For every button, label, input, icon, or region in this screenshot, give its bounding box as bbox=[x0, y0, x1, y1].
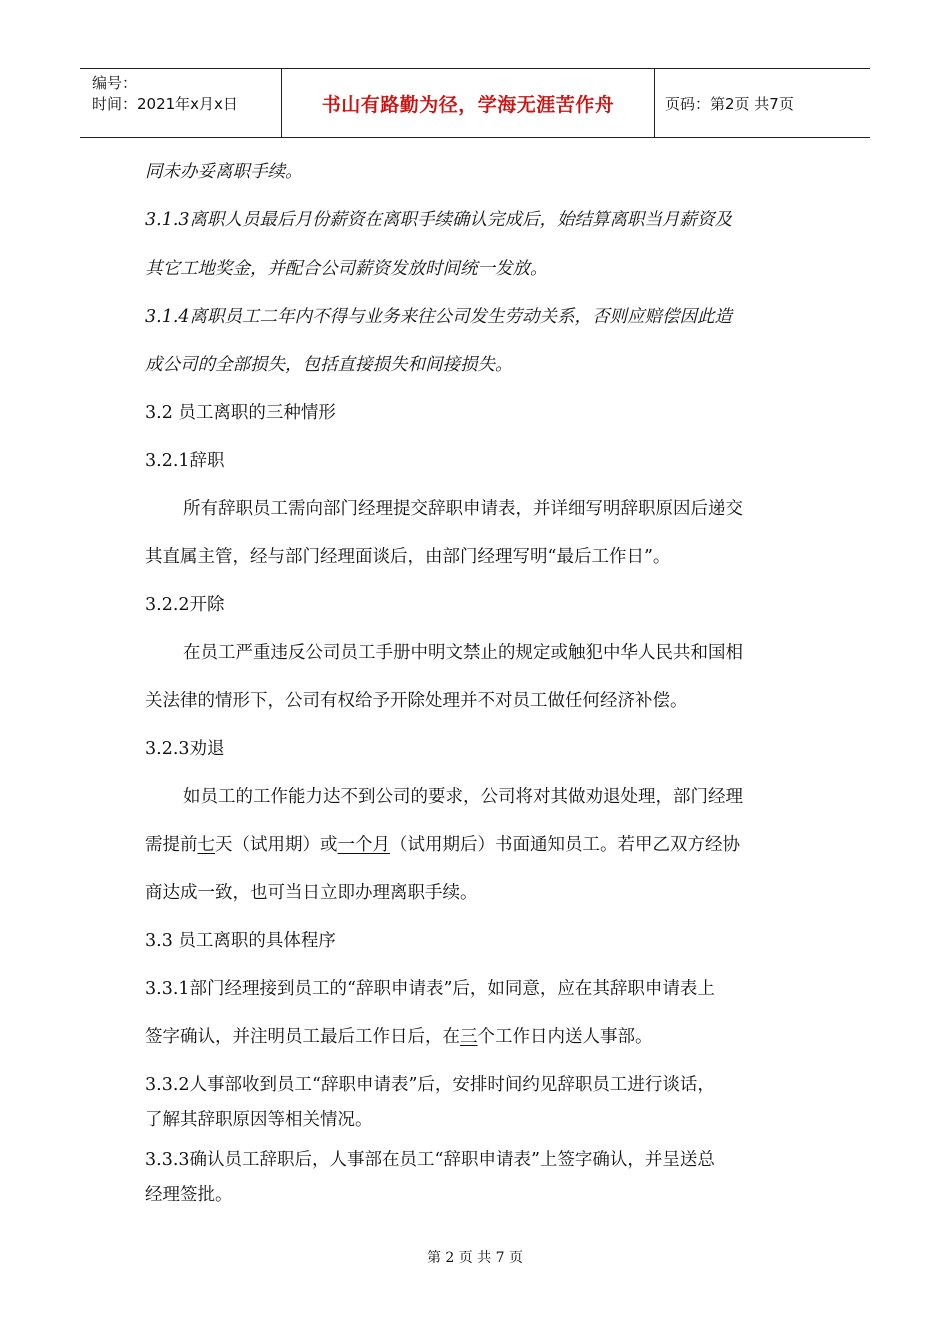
document-code: 编号： bbox=[92, 74, 138, 92]
subsection-heading: 3.2.1辞职 bbox=[145, 451, 225, 471]
text-line bbox=[145, 831, 740, 856]
header-meta bbox=[80, 69, 282, 137]
text-line: 3.3.3确认员工辞职后，人事部在员工“辞职申请表”上签字确认，并呈送总 bbox=[145, 1150, 715, 1170]
text-line: 3.1.3离职人员最后月份薪资在离职手续确认完成后，始结算离职当月薪资及 bbox=[145, 210, 733, 230]
text-line: 3.3.2人事部收到员工“辞职申请表”后，安排时间约见辞职员工进行谈话， bbox=[145, 1075, 715, 1095]
text-segment: （试用期后）书面通知员工。若甲乙双方经协 bbox=[390, 835, 740, 855]
text-line: 经理签批。 bbox=[145, 1185, 233, 1205]
text-line: 其直属主管，经与部门经理面谈后，由部门经理写明“最后工作日”。 bbox=[145, 547, 671, 567]
text-segment: 天（试用期）或 bbox=[215, 835, 338, 855]
section-heading: 3.3 员工离职的具体程序 bbox=[145, 931, 336, 951]
page-header bbox=[80, 68, 870, 138]
subsection-heading: 3.2.2开除 bbox=[145, 595, 225, 615]
page-footer: 第 2 页 共 7 页 bbox=[426, 1250, 524, 1266]
text-segment: 签字确认，并注明员工最后工作日后，在 bbox=[145, 1027, 460, 1047]
text-line: 所有辞职员工需向部门经理提交辞职申请表，并详细写明辞职原因后递交 bbox=[183, 499, 743, 519]
header-motto: 书山有路勤为径，学海无涯苦作舟 bbox=[282, 69, 655, 137]
section-heading: 3.2 员工离职的三种情形 bbox=[145, 403, 336, 423]
text-line: 商达成一致，也可当日立即办理离职手续。 bbox=[145, 883, 478, 903]
text-line: 关法律的情形下，公司有权给予开除处理并不对员工做任何经济补偿。 bbox=[145, 691, 688, 711]
text-line: 了解其辞职原因等相关情况。 bbox=[145, 1110, 373, 1130]
underlined-text: 三 bbox=[460, 1027, 478, 1047]
header-page-info: 页码：第2页 共7页 bbox=[665, 94, 794, 113]
text-line: 成公司的全部损失，包括直接损失和间接损失。 bbox=[145, 355, 513, 375]
text-line bbox=[145, 1023, 653, 1048]
text-line: 在员工严重违反公司员工手册中明文禁止的规定或触犯中华人民共和国相 bbox=[183, 643, 743, 663]
subsection-heading: 3.2.3劝退 bbox=[145, 739, 225, 759]
text-line: 其它工地奖金，并配合公司薪资发放时间统一发放。 bbox=[145, 259, 548, 279]
text-segment: 个工作日内送人事部。 bbox=[477, 1027, 653, 1047]
text-line: 3.3.1部门经理接到员工的“辞职申请表”后，如同意，应在其辞职申请表上 bbox=[145, 979, 715, 999]
text-line: 同未办妥离职手续。 bbox=[145, 162, 303, 182]
underlined-text: 一个月 bbox=[337, 835, 390, 855]
text-segment: 需提前 bbox=[145, 835, 198, 855]
text-line: 3.1.4离职员工二年内不得与业务来往公司发生劳动关系，否则应赔偿因此造 bbox=[145, 307, 733, 327]
document-date: 时间：2021年x月x日 bbox=[92, 95, 238, 113]
underlined-text: 七 bbox=[197, 835, 215, 855]
text-line: 如员工的工作能力达不到公司的要求，公司将对其做劝退处理，部门经理 bbox=[183, 787, 743, 807]
